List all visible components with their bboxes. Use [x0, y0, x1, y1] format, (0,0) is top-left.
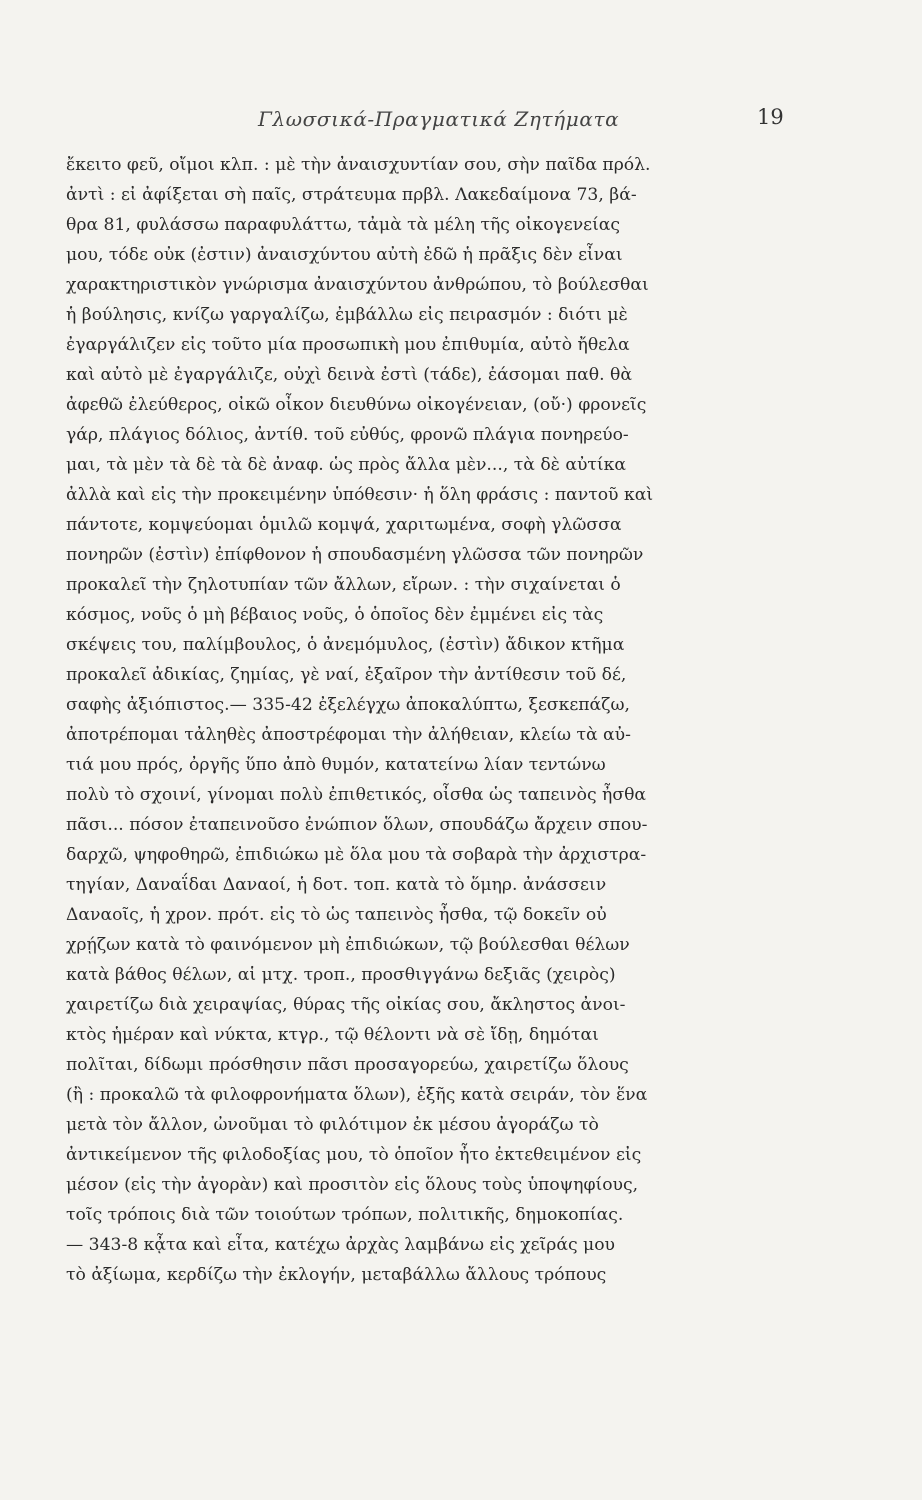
- text-line: χαιρετίζω διὰ χειραψίας, θύρας τῆς οἰκίας σου, ἄκληστος ἀνοι-: [66, 995, 626, 1015]
- text-line: ἀντὶ : εἰ ἀφίξεται σὴ παῖς, στράτευμα πρβλ. Λακεδαίμονα 73, βά-: [66, 185, 637, 205]
- text-line: σκέψεις του, παλίμβουλος, ὁ ἀνεμόμυλος, (ἐστὶν) ἄδικον κτῆμα: [66, 635, 625, 655]
- text-line: καὶ αὐτὸ μὲ ἐγαργάλιζε, οὐχὶ δεινὰ ἐστὶ (τάδε), ἐάσομαι παθ. θὰ: [66, 365, 632, 385]
- text-line: τιά μου πρός, ὀργῆς ὕπο ἀπὸ θυμόν, κατατείνω λίαν τεντώνω: [66, 755, 606, 775]
- text-line: κόσμος, νοῦς ὁ μὴ βέβαιος νοῦς, ὁ ὁποῖος δὲν ἐμμένει εἰς τὰς: [66, 605, 604, 625]
- text-line: ἐγαργάλιζεν εἰς τοῦτο μία προσωπικὴ μου ἐπιθυμία, αὐτὸ ἤθελα: [66, 335, 630, 355]
- page-number: 19: [757, 105, 784, 129]
- text-line: γάρ, πλάγιος δόλιος, ἀντίθ. τοῦ εὐθύς, φρονῶ πλάγια πονηρεύο-: [66, 425, 629, 445]
- text-line: χαρακτηριστικὸν γνώρισμα ἀναισχύντου ἀνθρώπου, τὸ βούλεσθαι: [66, 275, 649, 295]
- text-line: τὸ ἀξίωμα, κερδίζω τὴν ἐκλογήν, μεταβάλλω ἄλλους τρόπους: [66, 1265, 607, 1285]
- text-line: πολὺ τὸ σχοινί, γίνομαι πολὺ ἐπιθετικός, οἶσθα ὡς ταπεινὸς ἦσθα: [66, 785, 647, 805]
- text-line: τοῖς τρόποις διὰ τῶν τοιούτων τρόπων, πολιτικῆς, δημοκοπίας.: [66, 1205, 624, 1225]
- text-line: ἀντικείμενον τῆς φιλοδοξίας μου, τὸ ὁποῖον ἦτο ἐκτεθειμένον εἰς: [66, 1145, 642, 1165]
- text-line: ἀλλὰ καὶ εἰς τὴν προκειμένην ὑπόθεσιν· ἡ ὅλη φράσις : παντοῦ καὶ: [66, 485, 654, 505]
- text-line: θρα 81, φυλάσσω παραφυλάττω, τἀμὰ τὰ μέλη τῆς οἰκογενείας: [66, 215, 621, 235]
- text-line: ἀφεθῶ ἐλεύθερος, οἰκῶ οἶκον διευθύνω οἰκογένειαν, (οὔ·) φρονεῖς: [66, 395, 647, 415]
- text-line: κατὰ βάθος θέλων, αἱ μτχ. τροπ., προσθιγγάνω δεξιᾶς (χειρὸς): [66, 965, 616, 985]
- text-line: προκαλεῖ τὴν ζηλοτυπίαν τῶν ἄλλων, εἴρων. : τὴν σιχαίνεται ὁ: [66, 575, 621, 595]
- text-line: πολῖται, δίδωμι πρόσθησιν πᾶσι προσαγορεύω, χαιρετίζω ὅλους: [66, 1055, 629, 1075]
- text-line: μαι, τὰ μὲν τὰ δὲ τὰ δὲ ἀναφ. ὡς πρὸς ἄλλα μὲν..., τὰ δὲ αὐτίκα: [66, 455, 627, 475]
- text-line: Δαναοῖς, ἡ χρον. πρότ. εἰς τὸ ὡς ταπεινὸς ἦσθα, τῷ δοκεῖν οὐ: [66, 905, 607, 925]
- text-line: πάντοτε, κομψεύομαι ὁμιλῶ κομψά, χαριτωμένα, σοφὴ γλῶσσα: [66, 515, 622, 535]
- body-text: [66, 150, 811, 1290]
- text-line: δαρχῶ, ψηφοθηρῶ, ἐπιδιώκω μὲ ὅλα μου τὰ σοβαρὰ τὴν ἀρχιστρα-: [66, 845, 647, 865]
- text-line: μετὰ τὸν ἄλλον, ὠνοῦμαι τὸ φιλότιμον ἐκ μέσου ἀγοράζω τὸ: [66, 1115, 599, 1135]
- text-line: μέσον (εἰς τὴν ἀγορὰν) καὶ προσιτὸν εἰς ὅλους τοὺς ὑποψηφίους,: [66, 1175, 639, 1195]
- text-line: σαφὴς ἀξιόπιστος.— 335-42 ἐξελέγχω ἀποκαλύπτω, ξεσκεπάζω,: [66, 695, 630, 715]
- text-line: πονηρῶν (ἐστὶν) ἐπίφθονον ἡ σπουδασμένη γλῶσσα τῶν πονηρῶν: [66, 545, 644, 565]
- text-line: μου, τόδε οὐκ (ἐστιν) ἀναισχύντου αὐτὴ ἐδῶ ἡ πρᾶξις δὲν εἶναι: [66, 245, 623, 265]
- text-line: πᾶσι... πόσον ἐταπεινοῦσο ἐνώπιον ὅλων, σπουδάζω ἄρχειν σπου-: [66, 815, 648, 835]
- text-line: (ἢ : προκαλῶ τὰ φιλοφρονήματα ὅλων), ἑξῆς κατὰ σειράν, τὸν ἕνα: [66, 1085, 648, 1105]
- text-line: κτὸς ἡμέραν καὶ νύκτα, κτγρ., τῷ θέλοντι νὰ σὲ ἴδῃ, δημόται: [66, 1025, 599, 1045]
- text-line: ἡ βούλησις, κνίζω γαργαλίζω, ἐμβάλλω εἰς πειρασμόν : διότι μὲ: [66, 305, 628, 325]
- text-line: προκαλεῖ ἀδικίας, ζημίας, γὲ ναί, ἐξαῖρον τὴν ἀντίθεσιν τοῦ δέ,: [66, 665, 627, 685]
- running-head: [0, 107, 922, 137]
- text-line: τηγίαν, Δαναΐδαι Δαναοί, ἡ δοτ. τοπ. κατὰ τὸ ὅμηρ. ἀνάσσειν: [66, 875, 607, 895]
- text-line: ἀποτρέπομαι τἀληθὲς ἀποστρέφομαι τὴν ἀλήθειαν, κλείω τὰ αὐ-: [66, 725, 631, 745]
- text-line: ἔκειτο φεῦ, οἴμοι κλπ. : μὲ τὴν ἀναισχυντίαν σου, σὴν παῖδα πρόλ.: [66, 155, 651, 175]
- running-title: Γλωσσικά-Πραγματικά Ζητήματα: [258, 107, 620, 131]
- text-line: χρῄζων κατὰ τὸ φαινόμενον μὴ ἐπιδιώκων, τῷ βούλεσθαι θέλων: [66, 935, 630, 955]
- text-line: — 343-8 κᾆτα καὶ εἶτα, κατέχω ἀρχὰς λαμβάνω εἰς χεῖράς μου: [66, 1235, 616, 1255]
